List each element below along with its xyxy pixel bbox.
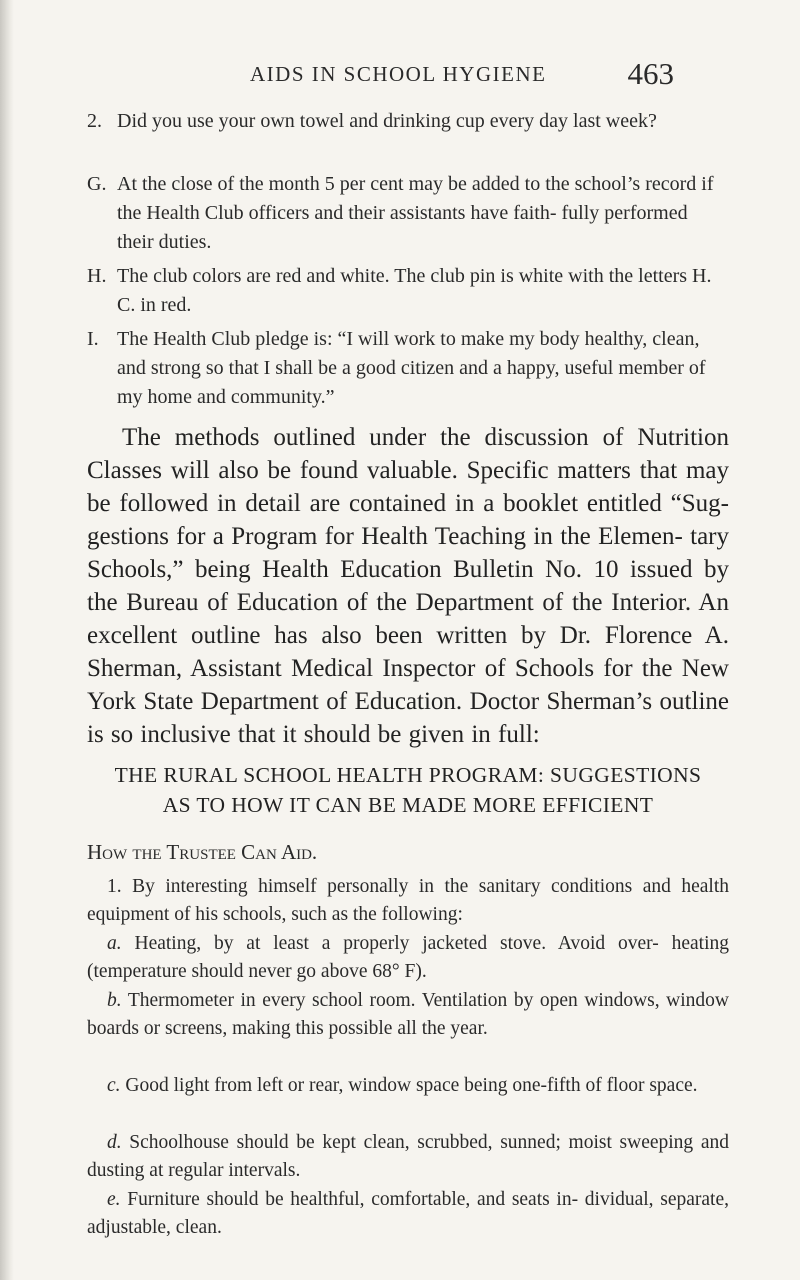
item-b-text: Thermometer in every school room. Ventilation by open windows, window boards or screens, making this possible all the year. xyxy=(87,990,729,1039)
trustee-item-c xyxy=(87,1072,729,1100)
main-paragraph xyxy=(87,421,729,751)
trustee-item-d xyxy=(87,1129,729,1185)
rule-h xyxy=(87,262,727,320)
main-paragraph-text: The methods outlined under the discussion of Nutrition Classes will also be found valuable. Specific matters that may be followed in detail are contained in a booklet entitled “Sug- gestions for a Program for Health Teaching in the Elemen- tary Schools,” being Health Education Bulletin No. 10 issued by the Bureau of Education of the Department of the Interior. An excellent outline has also been written by Dr. Florence A. Sherman, Assistant Medical Inspector of Schools for the New York State Department of Education. Doctor Sherman’s outline is so inclusive that it should be given in full: xyxy=(87,424,729,748)
section-title-line-1: THE RURAL SCHOOL HEALTH PROGRAM: SUGGESTIONS xyxy=(114,763,702,787)
item-d-letter: d. xyxy=(107,1132,122,1153)
item-e-letter: e. xyxy=(107,1189,121,1210)
running-title: AIDS IN SCHOOL HYGIENE xyxy=(250,62,547,86)
trustee-subheading: How the Trustee Can Aid. xyxy=(87,840,318,864)
trustee-item-e xyxy=(87,1186,729,1242)
section-title xyxy=(87,760,729,820)
rule-h-text: The club colors are red and white. The club pin is white with the letters H. C. in red. xyxy=(117,265,712,316)
trustee-point-1-text: 1. By interesting himself personally in the sanitary conditions and health equipment of his schools, such as the following: xyxy=(87,876,729,925)
rule-g xyxy=(87,170,727,257)
running-head xyxy=(200,58,700,94)
item-c-text: Good light from left or rear, window space being one-fifth of floor space. xyxy=(125,1075,698,1096)
question-2-number: 2. xyxy=(87,110,102,132)
trustee-point-1 xyxy=(87,873,729,929)
question-2-text: Did you use your own towel and drinking cup every day last week? xyxy=(117,110,657,132)
rule-i xyxy=(87,325,727,412)
rule-i-letter: I. xyxy=(87,328,99,350)
item-d-text: Schoolhouse should be kept clean, scrubbed, sunned; moist sweeping and dusting at regular intervals. xyxy=(87,1132,730,1181)
rule-h-letter: H. xyxy=(87,265,107,287)
trustee-item-a xyxy=(87,930,729,986)
rule-i-text: The Health Club pledge is: “I will work to make my body healthy, clean, and strong so that I shall be a good citizen and a happy, useful member of my home and community.” xyxy=(117,328,706,408)
item-e-text: Furniture should be healthful, comfortable, and seats in- dividual, separate, adjustable, clean. xyxy=(87,1189,730,1238)
page-number: 463 xyxy=(627,56,674,91)
item-a-letter: a. xyxy=(107,933,122,954)
item-a-text: Heating, by at least a properly jacketed stove. Avoid over- heating (temperature should never go above 68° F). xyxy=(87,933,729,982)
item-b-letter: b. xyxy=(107,990,122,1011)
rule-g-text: At the close of the month 5 per cent may be added to the school’s record if the Health Club officers and their assistants have faith- fully performed their duties. xyxy=(117,173,714,253)
item-c-letter: c. xyxy=(107,1075,121,1096)
rule-g-letter: G. xyxy=(87,173,107,195)
question-2 xyxy=(87,107,727,136)
section-title-line-2: AS TO HOW IT CAN BE MADE MORE EFFICIENT xyxy=(162,793,654,817)
trustee-item-b xyxy=(87,987,729,1043)
